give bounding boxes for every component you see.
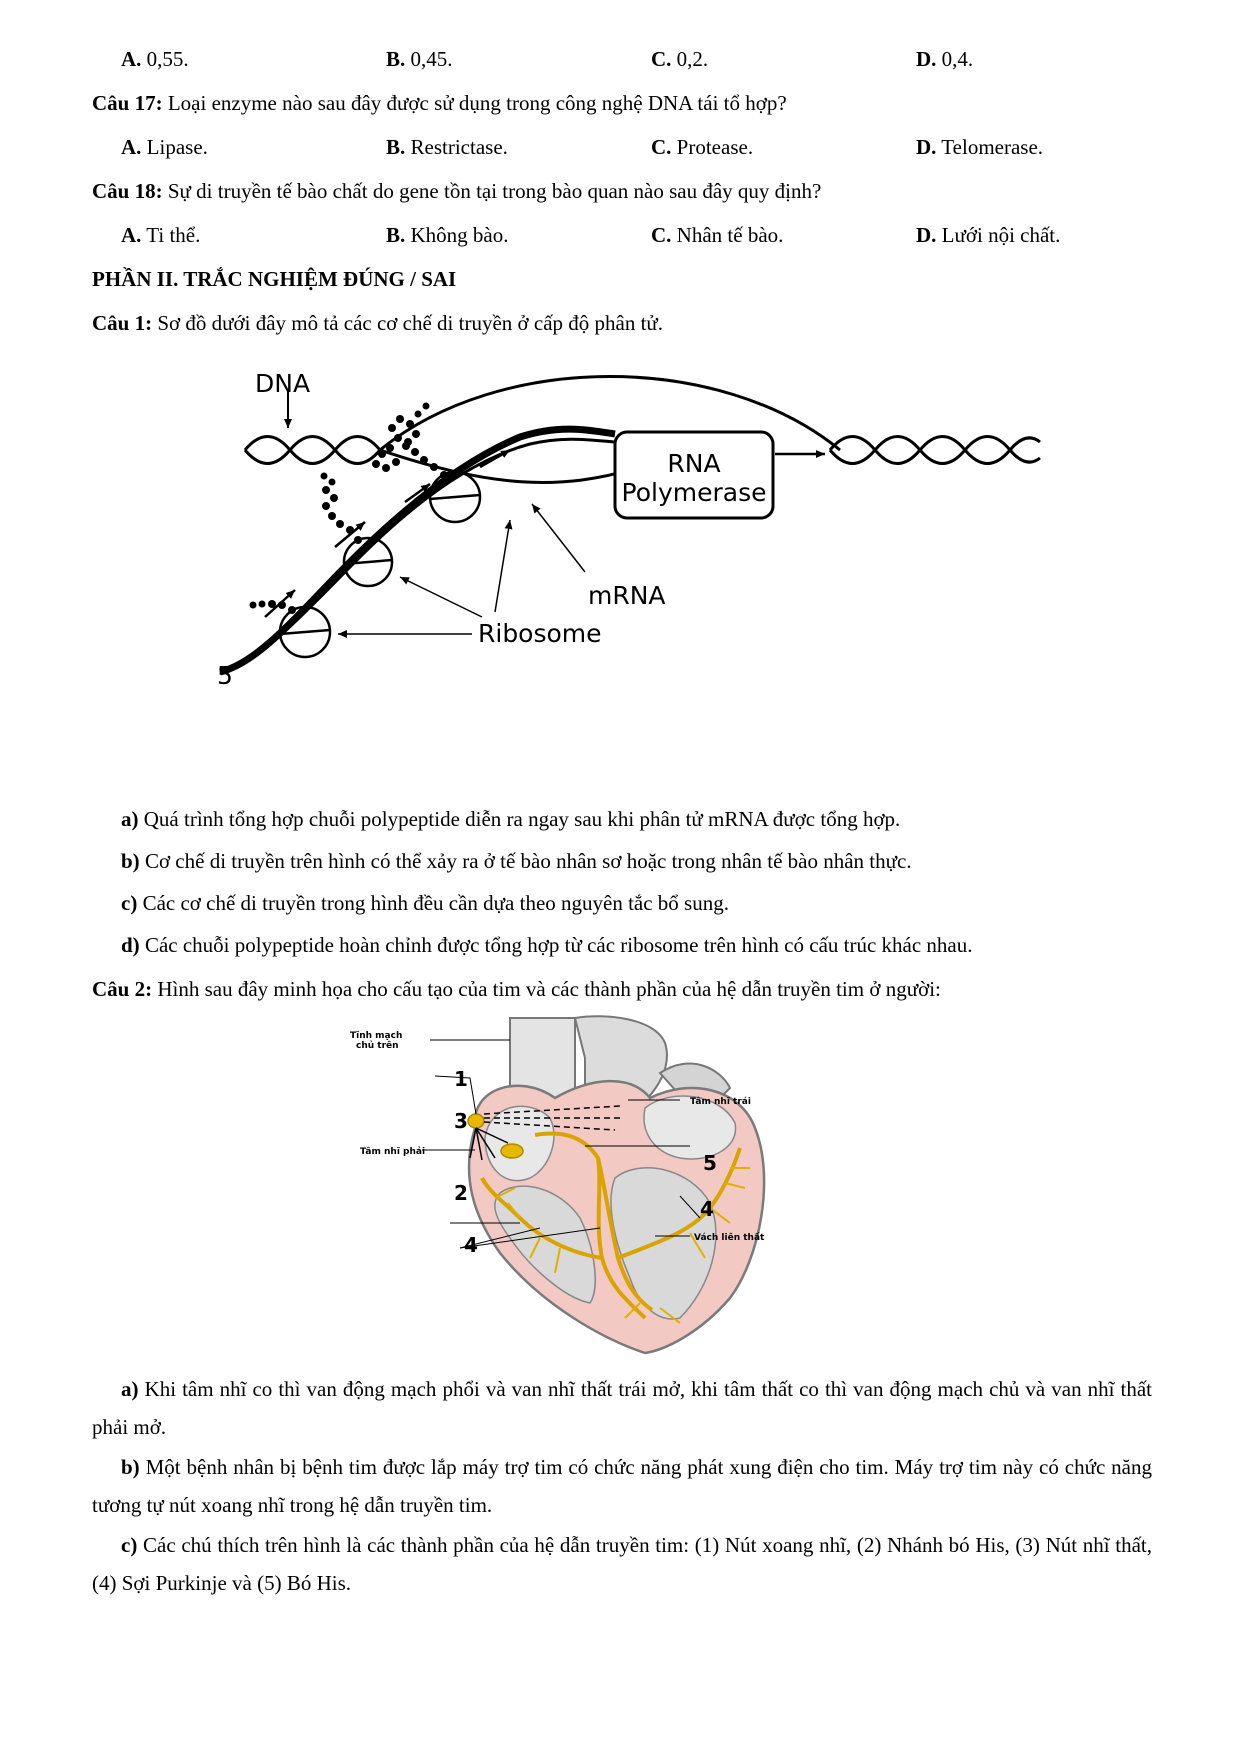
q16-option-c[interactable]: C. 0,2.	[651, 47, 709, 71]
label-4b: 4	[700, 1197, 714, 1221]
dna-label: DNA	[255, 369, 311, 398]
q17-option-a[interactable]: A. Lipase.	[121, 135, 208, 159]
tf1-statement-d[interactable]: d) Các chuỗi polypeptide hoàn chỉnh được tổng hợp từ các ribosome trên hình có cấu trúc khác nhau.	[121, 933, 973, 957]
q16-option-b[interactable]: B. 0,45.	[386, 47, 453, 71]
q16-option-d[interactable]: D. 0,4.	[916, 47, 974, 71]
left-atrium-label: Tâm nhĩ trái	[690, 1097, 751, 1107]
septum-label: Vách liên thất	[694, 1233, 765, 1243]
tf1-statement-b[interactable]: b) Cơ chế di truyền trên hình có thể xảy ra ở tế bào nhân sơ hoặc trong nhân tế bào nhân thực.	[121, 849, 912, 873]
mrna-label: mRNA	[588, 581, 666, 610]
svc-label-2: chủ trên	[356, 1041, 399, 1051]
q17-option-c[interactable]: C. Protease.	[651, 135, 754, 159]
tf2-statement-b[interactable]: b) Một bệnh nhân bị bệnh tim được lắp máy trợ tim có chức năng phát xung điện cho tim. Máy trợ tim này có chức năng tương tự nút xoang nhĩ trong hệ dẫn truyền tim.	[92, 1455, 1153, 1517]
label-4a: 4	[464, 1233, 478, 1257]
ribosome-label: Ribosome	[478, 619, 602, 648]
q17-question: Câu 17: Loại enzyme nào sau đây được sử dụng trong công nghệ DNA tái tổ hợp?	[92, 91, 787, 115]
tf1-question: Câu 1: Sơ đồ dưới đây mô tả các cơ chế di truyền ở cấp độ phân tử.	[92, 311, 664, 335]
section-title: PHẦN II. TRẮC NGHIỆM ĐÚNG / SAI	[92, 267, 457, 291]
right-atrium-label: Tâm nhĩ phải	[360, 1147, 426, 1157]
rna-polymerase-label-2: Polymerase	[621, 478, 767, 507]
label-1: 1	[454, 1067, 468, 1091]
label-5: 5	[703, 1151, 717, 1175]
q18-option-b[interactable]: B. Không bào.	[386, 223, 509, 247]
q18-question: Câu 18: Sự di truyền tế bào chất do gene tồn tại trong bào quan nào sau đây quy định?	[92, 179, 822, 203]
q17-option-d[interactable]: D. Telomerase.	[916, 135, 1044, 159]
sa-node	[468, 1114, 484, 1128]
label-2: 2	[454, 1181, 468, 1205]
tf2-statement-c[interactable]: c) Các chú thích trên hình là các thành phần của hệ dẫn truyền tim: (1) Nút xoang nhĩ, (2) Nhánh bó His, (3) Nút nhĩ thất, (4) Sợi Purkinje và (5) Bó His.	[92, 1533, 1153, 1595]
mrna-pointer	[532, 504, 585, 572]
q16-option-a[interactable]: A. 0,55.	[121, 47, 189, 71]
q17-option-b[interactable]: B. Restrictase.	[386, 135, 508, 159]
rna-polymerase-label-1: RNA	[667, 449, 721, 478]
q18-option-d[interactable]: D. Lưới nội chất.	[916, 223, 1061, 247]
tf1-statement-c[interactable]: c) Các cơ chế di truyền trong hình đều cần dựa theo nguyên tắc bổ sung.	[121, 891, 729, 915]
polypeptide-chains	[250, 403, 449, 615]
tf2-question: Câu 2: Hình sau đây minh họa cho cấu tạo của tim và các thành phần của hệ dẫn truyền tim ở người:	[92, 977, 941, 1001]
five-prime-label: 5′	[217, 661, 239, 690]
heart-conduction-figure	[350, 1018, 850, 1356]
svc-label-1: Tĩnh mạch	[350, 1031, 403, 1041]
ribosome-pointer-2	[400, 577, 482, 617]
transcription-translation-figure	[217, 369, 1060, 772]
tf1-statement-a[interactable]: a) Quá trình tổng hợp chuỗi polypeptide diễn ra ngay sau khi phân tử mRNA được tổng hợp.	[121, 807, 901, 831]
q18-option-c[interactable]: C. Nhân tế bào.	[651, 223, 784, 247]
ribosome-4	[280, 607, 330, 657]
av-node	[501, 1144, 523, 1158]
ribosome-pointer-3	[495, 520, 510, 612]
q18-option-a[interactable]: A. Ti thể.	[121, 223, 201, 247]
label-3: 3	[454, 1109, 468, 1133]
tf2-statement-a[interactable]: a) Khi tâm nhĩ co thì van động mạch phổi và van nhĩ thất trái mở, khi tâm thất co thì van động mạch chủ và van nhĩ thất phải mở.	[92, 1377, 1152, 1439]
